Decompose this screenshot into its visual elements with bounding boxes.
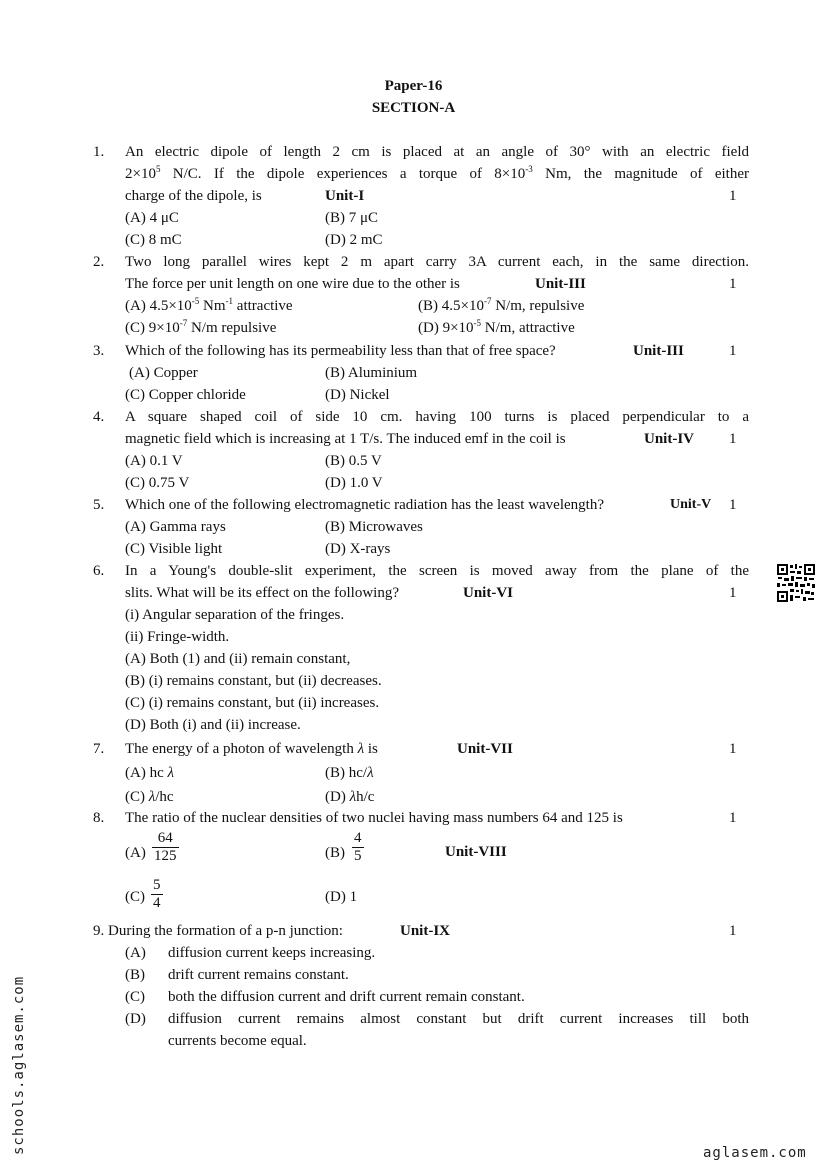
question-text-line: Two long parallel wires kept 2 m apart carry 3A current each, in the same direction. [125,254,749,270]
question-text-line: slits. What will be its effect on the following? [125,585,399,601]
unit-label: Unit-VIII [445,844,507,860]
option-b: (B) 7 μC [325,210,379,226]
unit-label: Unit-I [325,188,365,204]
option-d: (D) λh/c [325,789,375,805]
option-c: (C) λ/hc [125,789,174,805]
option-c-fraction: $\frac{5}{4}$ [153,877,161,911]
option-d: (D) $9\times 10^{-5}$ N/m, attractive [418,318,575,336]
option-b: (B) Aluminium [325,365,418,381]
question-text-line: Which one of the following electromagnetic radiation has the least wavelength? [125,497,604,513]
option-c: (C) Copper chloride [125,387,246,403]
question-text-line: The ratio of the nuclear densities of two nuclei having mass numbers 64 and 125 is [125,810,623,826]
question-number: 5. [93,497,105,513]
marks: 1 [729,188,737,204]
option-a-fraction: $\frac{64}{125}$ [154,830,177,864]
question-text-line: $2\times 10^5$ N/C. If the dipole experiences a torque of $8\times 10^{-3}$ Nm, the magnitude of either [125,164,749,182]
unit-label: Unit-III [633,343,684,359]
option-a: diffusion current keeps increasing. [168,945,376,961]
question-text-line: magnetic field which is increasing at 1 T/s. The induced emf in the coil is [125,431,566,447]
option-a: (A) hc λ [125,765,174,781]
option-c: (C) $9\times 10^{-7}$ N/m repulsive [125,318,277,336]
option-b: drift current remains constant. [168,967,349,983]
question-text-line: The energy of a photon of wavelength λ is [125,741,378,757]
option-c: (C) 0.75 V [125,475,190,491]
option-d-continued: currents become equal. [168,1033,307,1049]
sub-item-i: (i) Angular separation of the fringes. [125,607,345,623]
option-b-label: (B) [325,845,345,861]
question-text-line: The force per unit length on one wire due to the other is [125,276,460,292]
sub-item-ii: (ii) Fringe-width. [125,629,230,645]
question-text-line: charge of the dipole, is [125,188,262,204]
unit-label: Unit-III [535,276,586,292]
unit-label: Unit-VII [457,741,513,757]
question-number: 3. [93,343,105,359]
marks: 1 [729,923,737,939]
marks: 1 [729,497,737,513]
question-number: 7. [93,741,105,757]
marks: 1 [729,276,737,292]
question-number: 2. [93,254,105,270]
option-c: (C) 8 mC [125,232,182,248]
option-a: (A) Both (1) and (ii) remain constant, [125,651,351,667]
question-number: 4. [93,409,105,425]
option-c-label: (C) [125,889,145,905]
qr-code-icon [776,563,816,603]
option-b: (B) Microwaves [325,519,423,535]
option-c: both the diffusion current and drift current remain constant. [168,989,525,1005]
option-b: (B) 0.5 V [325,453,382,469]
marks: 1 [729,810,737,826]
option-a: (A) Gamma rays [125,519,226,535]
marks: 1 [729,741,737,757]
unit-label: Unit-IV [644,431,695,447]
side-watermark: schools.aglasem.com [11,975,27,1155]
option-d: diffusion current remains almost constant but drift current increases till both [168,1011,749,1027]
option-d: (D) Both (i) and (ii) increase. [125,717,301,733]
question-text-line: Which of the following has its permeability less than that of free space? [125,343,556,359]
option-a: (A) 4 μC [125,210,179,226]
option-a-label: (A) [125,845,146,861]
option-b-label: (B) [125,967,145,983]
option-a: (A) 0.1 V [125,453,183,469]
question-text-line: An electric dipole of length 2 cm is placed at an angle of 30° with an electric field [125,144,749,160]
option-d: (D) X-rays [325,541,391,557]
option-b-fraction: $\frac{4}{5}$ [354,830,362,864]
section-title: SECTION-A [371,100,456,116]
marks: 1 [729,431,737,447]
question-text-line: In a Young's double-slit experiment, the screen is moved away from the plane of the [125,563,749,579]
option-c: (C) Visible light [125,541,223,557]
option-b: (B) hc/λ [325,765,374,781]
option-d: (D) 2 mC [325,232,383,248]
option-c-label: (C) [125,989,145,1005]
question-text-line: A square shaped coil of side 10 cm. having 100 turns is placed perpendicular to a [125,409,749,425]
bottom-watermark: aglasem.com [703,1145,807,1161]
marks: 1 [729,585,737,601]
paper-title: Paper-16 [384,78,443,94]
option-d: (D) Nickel [325,387,390,403]
option-d: (D) 1 [325,889,358,905]
question-number: 8. [93,810,105,826]
option-d: (D) 1.0 V [325,475,383,491]
unit-label: Unit-V [670,497,712,512]
question-text-line: 9. During the formation of a p-n junction: [93,923,343,939]
option-a-label: (A) [125,945,146,961]
option-b: (B) (i) remains constant, but (ii) decreases. [125,673,382,689]
unit-label: Unit-IX [400,923,451,939]
marks: 1 [729,343,737,359]
option-d-label: (D) [125,1011,146,1027]
option-a: (A) $4.5\times 10^{-5}$ $Nm^{-1}$ attractive [125,296,293,314]
question-number: 1. [93,144,105,160]
unit-label: Unit-VI [463,585,514,601]
question-number: 6. [93,563,105,579]
option-c: (C) (i) remains constant, but (ii) increases. [125,695,380,711]
option-a: (A) Copper [129,365,198,381]
option-b: (B) $4.5\times 10^{-7}$ N/m, repulsive [418,296,585,314]
